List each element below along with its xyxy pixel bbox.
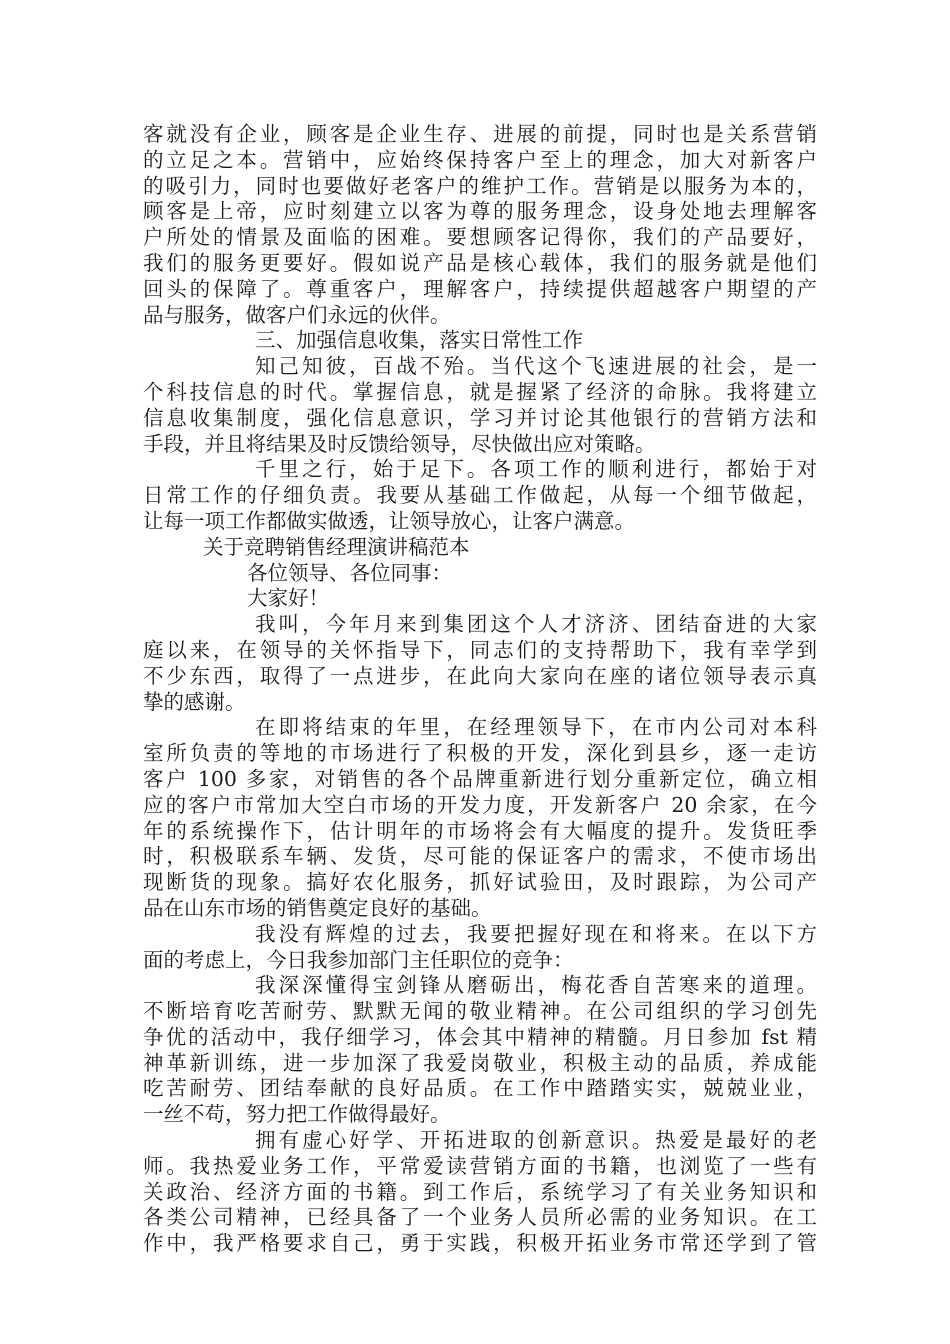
text-line: 三、加强信息收集，落实日常性工作 <box>255 328 583 353</box>
text-line: 品在山东市场的销售奠定良好的基础。 <box>143 895 492 920</box>
text-line: 现断货的现象。搞好农化服务，抓好试验田，及时跟踪，为公司产 <box>143 870 817 895</box>
text-line: 师。我热爱业务工作，平常爱读营销方面的书籍，也浏览了一些有 <box>143 1153 817 1178</box>
text-line: 我们的服务更要好。假如说产品是核心载体，我们的服务就是他们 <box>143 250 817 275</box>
text-line: 庭以来，在领导的关怀指导下，同志们的支持帮助下，我有幸学到 <box>143 637 817 662</box>
text-line: 客户 100 多家，对销售的各个品牌重新进行划分重新定位，确立相 <box>143 766 817 791</box>
document-page <box>143 122 817 1257</box>
text-line: 各位领导、各位同事： <box>247 560 452 585</box>
text-line: 千里之行，始于足下。各项工作的顺利进行，都始于对 <box>255 457 817 482</box>
text-line: 一丝不苟，努力把工作做得最好。 <box>143 1102 451 1127</box>
text-line: 挚的感谢。 <box>143 689 246 714</box>
text-line: 让每一项工作都做实做透，让领导放心，让客户满意。 <box>143 508 635 533</box>
text-line: 关政治、经济方面的书籍。到工作后，系统学习了有关业务知识和 <box>143 1179 817 1204</box>
text-line: 客就没有企业，顾客是企业生存、进展的前提，同时也是关系营销 <box>143 122 817 146</box>
text-line: 日常工作的仔细负责。我要从基础工作做起，从每一个细节做起， <box>143 483 817 508</box>
text-line: 在即将结束的年里，在经理领导下，在市内公司对本科 <box>255 715 817 740</box>
text-line: 作中，我严格要求自己，勇于实践，积极开拓业务市常还学到了管 <box>143 1231 817 1256</box>
text-line: 知己知彼，百战不殆。当代这个飞速进展的社会，是一 <box>255 354 817 379</box>
text-line: 顾客是上帝，应时刻建立以客为尊的服务理念，设身处地去理解客 <box>143 199 817 224</box>
text-line: 大家好！ <box>247 586 329 611</box>
text-line: 神革新训练，进一步加深了我爱岗敬业，积极主动的品质，养成能 <box>143 1050 817 1075</box>
text-line: 室所负责的等地的市场进行了积极的开发，深化到县乡，逐一走访 <box>143 741 817 766</box>
text-line: 个科技信息的时代。掌握信息，就是握紧了经济的命脉。我将建立 <box>143 379 817 404</box>
text-line: 关于竞聘销售经理演讲稿范本 <box>203 534 470 559</box>
text-line: 不断培育吃苦耐劳、默默无闻的敬业精神。在公司组织的学习创先 <box>143 999 817 1024</box>
text-line: 我没有辉煌的过去，我要把握好现在和将来。在以下方 <box>255 921 817 946</box>
text-line: 拥有虚心好学、开拓进取的创新意识。热爱是最好的老 <box>255 1128 817 1153</box>
text-line: 时，积极联系车辆、发货，尽可能的保证客户的需求，不使市场出 <box>143 844 817 869</box>
text-line: 的吸引力，同时也要做好老客户的维护工作。营销是以服务为本的， <box>143 173 817 198</box>
text-line: 手段，并且将结果及时反馈给领导，尽快做出应对策略。 <box>143 431 656 456</box>
text-line: 信息收集制度，强化信息意识，学习并讨论其他银行的营销方法和 <box>143 405 817 430</box>
text-line: 吃苦耐劳、团结奉献的良好品质。在工作中踏踏实实，兢兢业业， <box>143 1076 817 1101</box>
text-line: 争优的活动中，我仔细学习，体会其中精神的精髓。月日参加 fst 精 <box>143 1024 817 1049</box>
text-line: 的立足之本。营销中，应始终保持客户至上的理念，加大对新客户 <box>143 147 817 172</box>
text-line: 年的系统操作下，估计明年的市场将会有大幅度的提升。发货旺季 <box>143 818 817 843</box>
text-line: 不少东西，取得了一点进步，在此向大家向在座的诸位领导表示真 <box>143 663 817 688</box>
text-line: 应的客户市常加大空白市场的开发力度，开发新客户 20 余家，在今 <box>143 792 817 817</box>
text-line: 回头的保障了。尊重客户，理解客户，持续提供超越客户期望的产 <box>143 276 817 301</box>
text-line: 各类公司精神，已经具备了一个业务人员所必需的业务知识。在工 <box>143 1205 817 1230</box>
text-line: 品与服务，做客户们永远的伙伴。 <box>143 302 451 327</box>
text-line: 我叫，今年月来到集团这个人才济济、团结奋进的大家 <box>255 612 817 637</box>
text-line: 面的考虑上，今日我参加部门主任职位的竞争： <box>143 947 574 972</box>
text-line: 户所处的情景及面临的困难。要想顾客记得你，我们的产品要好， <box>143 225 817 250</box>
text-line: 我深深懂得宝剑锋从磨砺出，梅花香自苦寒来的道理。 <box>255 973 817 998</box>
